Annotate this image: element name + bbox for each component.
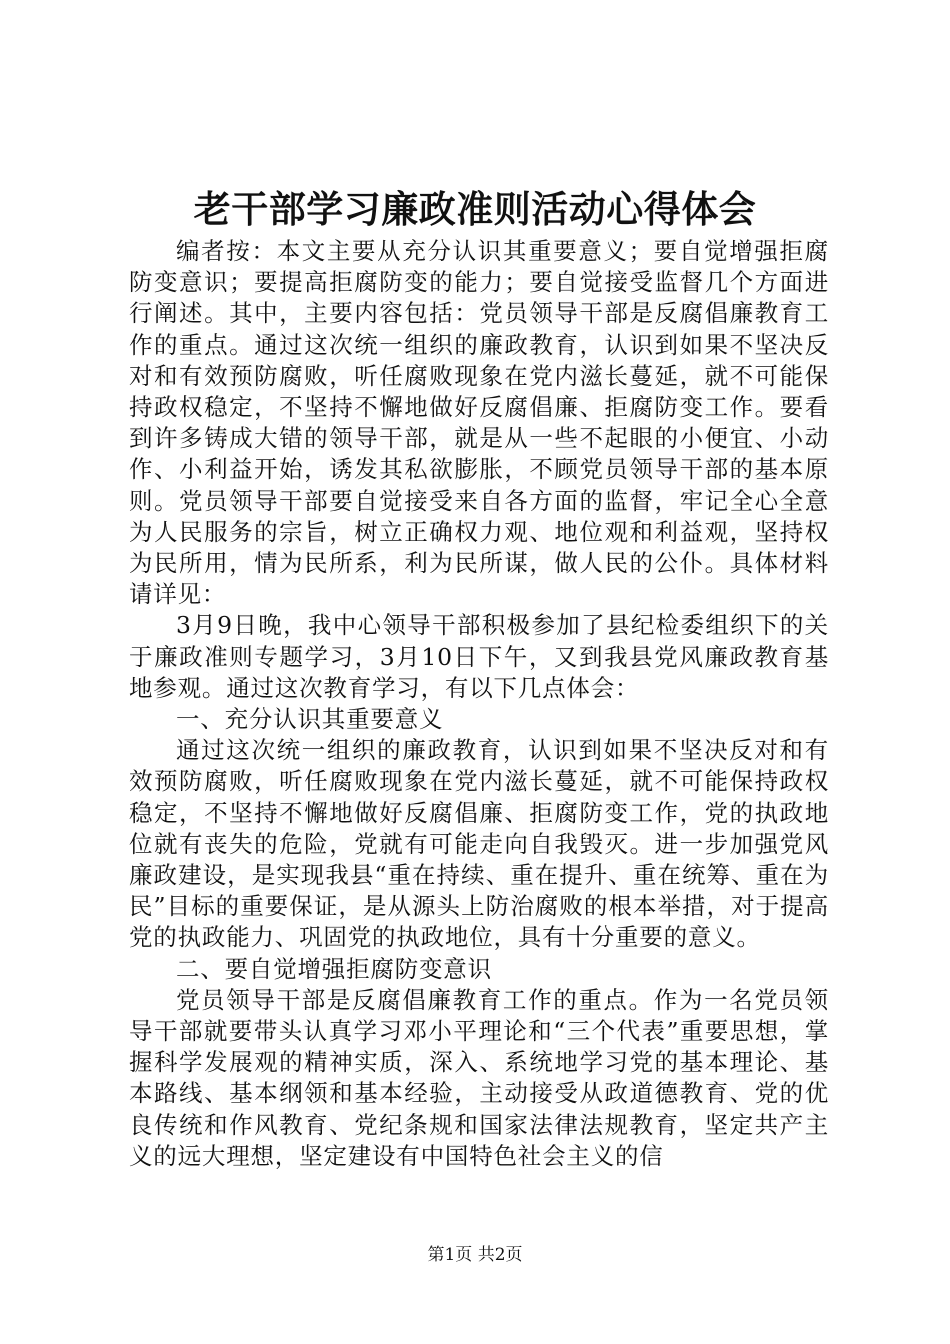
section-heading-1: 一、充分认识其重要意义 — [176, 705, 444, 734]
editor-note-paragraph: 编者按：本文主要从充分认识其重要意义；要自觉增强拒腐防变意识；要提高拒腐防变的能力；要自觉接受监督几个方面进行阐述。其中，主要内容包括：党员领导干部是反腐倡廉教育工作的重点。通过这次统一组织的廉政教育，认识到如果不坚决反对和有效预防腐败，听任腐败现象在党内滋长蔓延，就不可能保持政权稳定，不坚持不懈地做好反腐倡廉、拒腐防变工作。要看到许多铸成大错的领导干部，就是从一些不起眼的小便宜、小动作、小利益开始，诱发其私欲膨胀，不顾党员领导干部的基本原则。党员领导干部要自觉接受来自各方面的监督，牢记全心全意为人民服务的宗旨，树立正确权力观、地位观和利益观，坚持权为民所用，情为民所系，利为民所谋，做人民的公仆。具体材料请详见： — [129, 237, 829, 609]
page-number-footer: 第1页 共2页 — [427, 1245, 523, 1265]
intro-paragraph: 3月9日晚，我中心领导干部积极参加了县纪检委组织下的关于廉政准则专题学习，3月10日下午，又到我县党风廉政教育基地参观。通过这次教育学习，有以下几点体会： — [129, 611, 829, 702]
document-body — [129, 236, 829, 1172]
section-heading-2: 二、要自觉增强拒腐防变意识 — [176, 954, 492, 983]
document-title: 老干部学习廉政准则活动心得体会 — [193, 187, 757, 231]
section-1-paragraph: 通过这次统一组织的廉政教育，认识到如果不坚决反对和有效预防腐败，听任腐败现象在党内滋长蔓延，就不可能保持政权稳定，不坚持不懈地做好反腐倡廉、拒腐防变工作，党的执政地位就有丧失的危险，党就有可能走向自我毁灭。进一步加强党风廉政建设，是实现我县“重在持续、重在提升、重在统筹、重在为民”目标的重要保证，是从源头上防治腐败的根本举措，对于提高党的执政能力、巩固党的执政地位，具有十分重要的意义。 — [129, 736, 829, 952]
section-2-paragraph: 党员领导干部是反腐倡廉教育工作的重点。作为一名党员领导干部就要带头认真学习邓小平理论和“三个代表”重要思想，掌握科学发展观的精神实质，深入、系统地学习党的基本理论、基本路线、基本纲领和基本经验，主动接受从政道德教育、党的优良传统和作风教育、党纪条规和国家法律法规教育，坚定共产主义的远大理想，坚定建设有中国特色社会主义的信 — [129, 985, 829, 1170]
